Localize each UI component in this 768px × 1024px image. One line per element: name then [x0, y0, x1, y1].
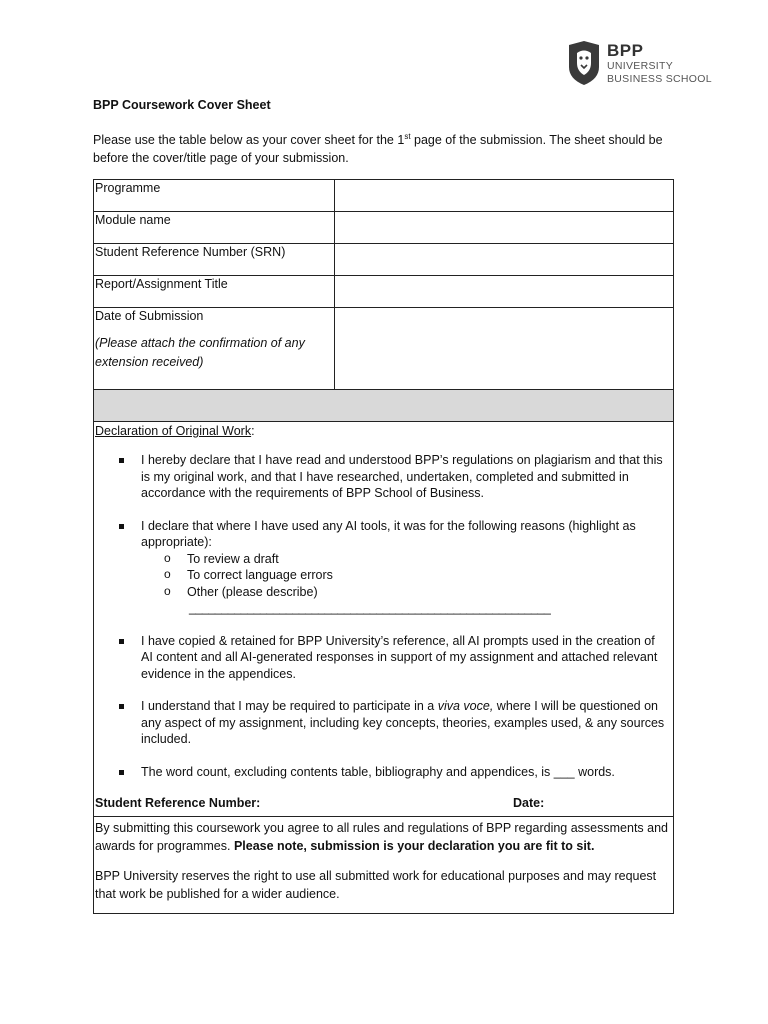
declaration-item-1: I hereby declare that I have read and understood BPP’s regulations on plagiarism and that this is my original work, and that I have researched, undertaken, completed and submitted in accordance with the requirements of BPP School of Business. — [95, 452, 672, 502]
module-name-label: Module name — [94, 212, 335, 244]
srn-signature-label: Student Reference Number: — [95, 796, 261, 810]
logo-line-2: BUSINESS SCHOOL — [607, 72, 712, 85]
declaration-heading: Declaration of Original Work — [95, 424, 252, 438]
date-signature-label: Date: — [513, 796, 545, 810]
date-of-submission-field[interactable] — [335, 308, 674, 390]
declaration-item-4-post: where I will be questioned on any aspect of my assignment, including key concepts, theories, examples used, & any sources included. — [141, 699, 665, 746]
declaration-heading-line — [95, 424, 672, 438]
date-of-submission-cell — [94, 308, 335, 390]
bpp-logo — [567, 40, 712, 86]
intro-paragraph — [93, 128, 683, 167]
declaration-item-3: I have copied & retained for BPP University’s reference, all AI prompts used in the creation of AI content and all AI-generated responses in support of my assignment and attached relevant evidence in the appendices. — [95, 633, 672, 683]
declaration-heading-colon: : — [251, 424, 255, 438]
programme-field[interactable] — [335, 180, 674, 212]
footer-p1-end: . — [590, 839, 595, 853]
intro-text-2: page of the submission. The sheet should be before the cover/title page of your submission. — [93, 133, 663, 166]
declaration-item-4-pre: I understand that I may be required to participate in a — [141, 699, 438, 713]
declaration-item-5: The word count, excluding contents table, bibliography and appendices, is ___ words. — [95, 764, 672, 781]
srn-label: Student Reference Number (SRN) — [94, 244, 335, 276]
declaration-list — [95, 452, 672, 780]
signature-row — [95, 796, 672, 810]
footer-p1-bold: Please note, submission is your declaration you are fit to sit — [233, 839, 591, 853]
report-title-field[interactable] — [335, 276, 674, 308]
footer-paragraph-1 — [95, 819, 672, 855]
footer-section — [94, 817, 674, 914]
document-title: BPP Coursework Cover Sheet — [93, 98, 271, 112]
other-description-blank[interactable]: ________________________________________________________ — [189, 601, 551, 615]
viva-voce-emphasis: viva voce, — [437, 699, 494, 713]
declaration-item-4 — [95, 698, 672, 748]
ai-reasons-list — [141, 551, 666, 601]
ai-reason-other[interactable]: o Other (please describe) — [141, 584, 666, 601]
srn-field[interactable] — [335, 244, 674, 276]
declaration-section — [94, 422, 674, 817]
grey-separator-band — [94, 390, 674, 422]
date-of-submission-label: Date of Submission — [95, 309, 204, 323]
date-note: (Please attach the confirmation of any extension received) — [95, 336, 305, 369]
intro-superscript: st — [404, 132, 411, 141]
logo-brand: BPP — [607, 41, 644, 60]
footer-p1-text: By submitting this coursework you agree to all rules and regulations of BPP regarding assessments and awards for programmes. — [95, 821, 668, 853]
intro-text-1: Please use the table below as your cover sheet for the 1 — [93, 133, 405, 148]
ai-reason-review-draft[interactable]: o To review a draft — [141, 551, 666, 568]
module-name-field[interactable] — [335, 212, 674, 244]
cover-sheet-table — [93, 179, 674, 914]
footer-paragraph-2: BPP University reserves the right to use all submitted work for educational purposes and may request that work be published for a wider audience. — [95, 869, 657, 901]
declaration-item-2 — [95, 518, 672, 617]
lion-shield-icon — [567, 41, 601, 85]
programme-label: Programme — [94, 180, 335, 212]
ai-reason-language-errors[interactable]: o To correct language errors — [141, 567, 666, 584]
declaration-item-2-text: I declare that where I have used any AI tools, it was for the following reasons (highlight as appropriate): — [141, 518, 636, 549]
report-title-label: Report/Assignment Title — [94, 276, 335, 308]
logo-line-1: UNIVERSITY — [607, 60, 674, 72]
